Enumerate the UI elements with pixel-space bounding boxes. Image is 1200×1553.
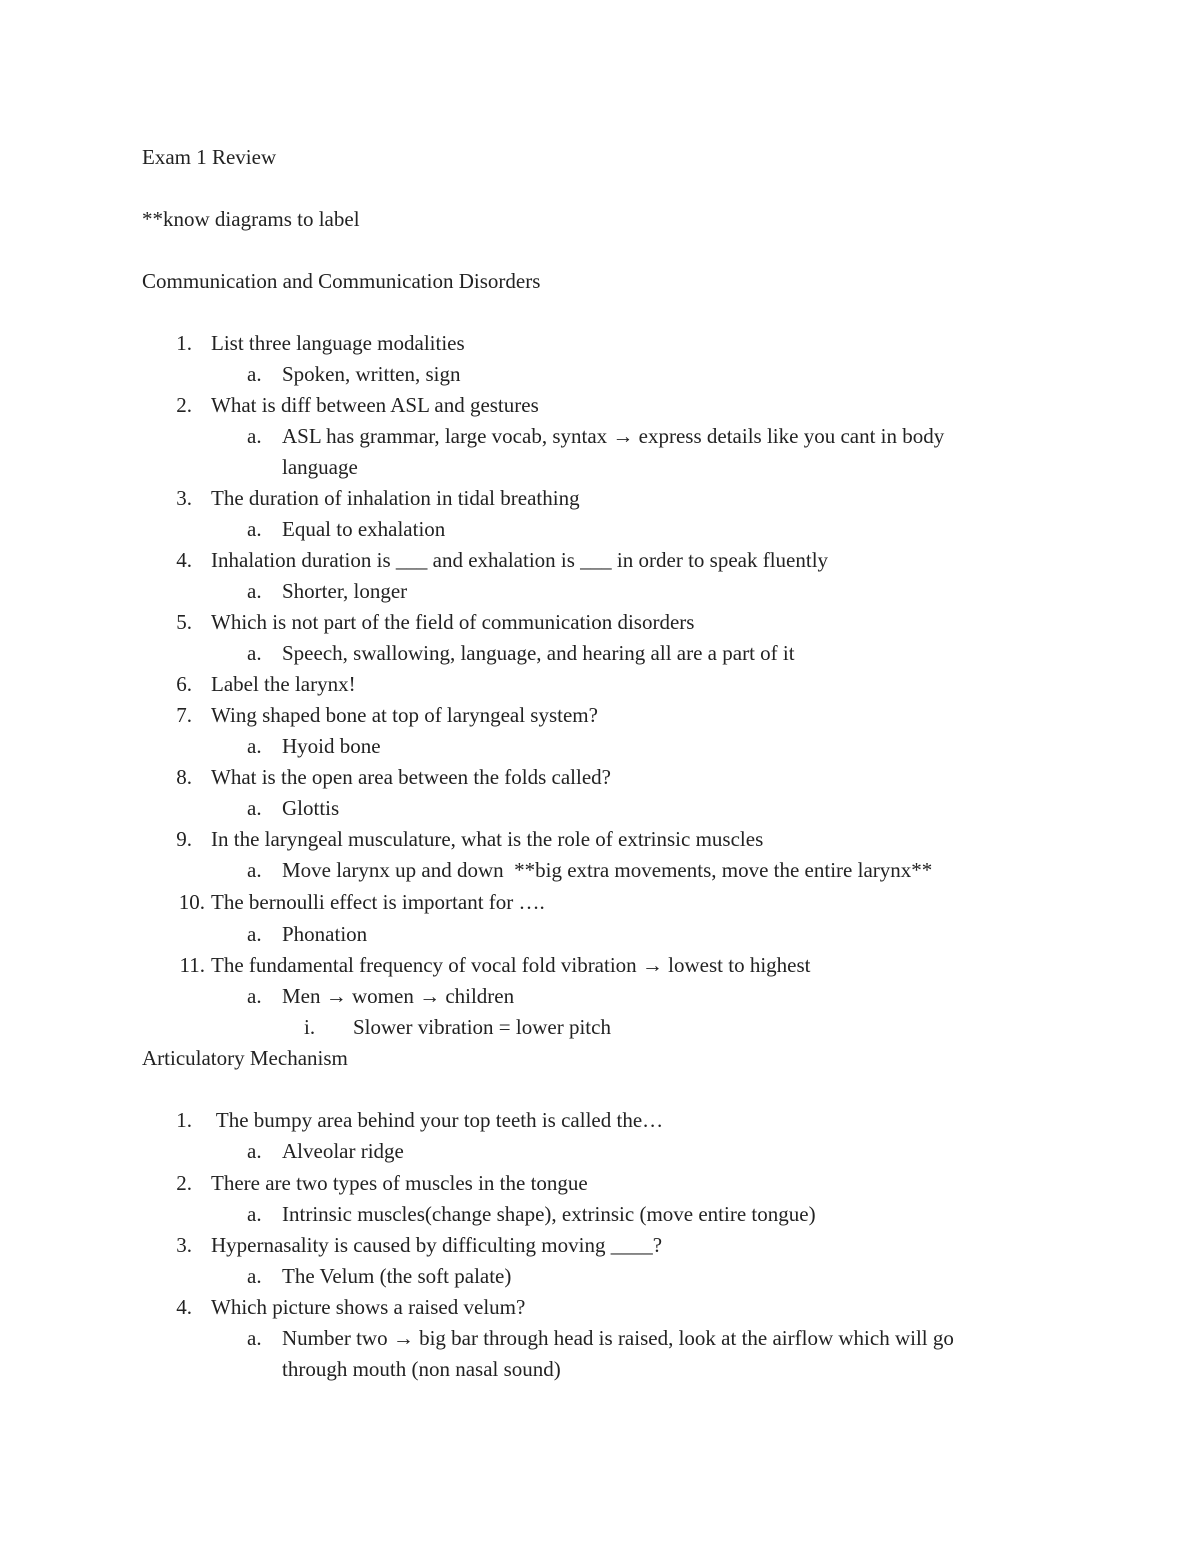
sub-item-answer: ASL has grammar, large vocab, syntax → express details like you cant in body: [282, 424, 945, 448]
list-item-question: The bumpy area behind your top teeth is called the…: [211, 1108, 664, 1132]
sub-item-marker: a.: [247, 1139, 262, 1163]
sub-item-answer: Equal to exhalation: [282, 517, 446, 541]
document-note: **know diagrams to label: [142, 207, 360, 231]
sub-item-answer: Alveolar ridge: [282, 1139, 404, 1163]
sub-item-answer: Intrinsic muscles(change shape), extrinsic (move entire tongue): [282, 1202, 816, 1226]
list-item-number: 3.: [176, 1233, 192, 1257]
list-item-number: 1.: [176, 331, 192, 355]
sub-item-answer: The Velum (the soft palate): [282, 1264, 512, 1288]
sub-item-marker: a.: [247, 858, 262, 882]
sub-item-marker: a.: [247, 922, 262, 946]
sub-item-marker: a.: [247, 1326, 262, 1350]
list-item-question: The duration of inhalation in tidal breathing: [211, 486, 580, 510]
sub-item-answer: Number two → big bar through head is raised, look at the airflow which will go: [282, 1326, 954, 1350]
sub-item-answer-continuation: through mouth (non nasal sound): [282, 1357, 561, 1381]
sub-item-answer: Speech, swallowing, language, and hearing all are a part of it: [282, 641, 795, 665]
list-item-question: What is the open area between the folds called?: [211, 765, 611, 789]
list-item-question: Inhalation duration is ___ and exhalation is ___ in order to speak fluently: [211, 548, 829, 572]
list-item-number: 4.: [176, 548, 192, 572]
list-item-number: 3.: [176, 486, 192, 510]
document-title: Exam 1 Review: [142, 145, 277, 169]
list-item-question: Hypernasality is caused by difficulting moving ____?: [211, 1233, 663, 1257]
sub-item-marker: a.: [247, 424, 262, 448]
list-item-question: In the laryngeal musculature, what is the role of extrinsic muscles: [211, 827, 764, 851]
sub-item-answer: Shorter, longer: [282, 579, 408, 603]
list-item-question: Which picture shows a raised velum?: [211, 1295, 526, 1319]
list-item-question: List three language modalities: [211, 331, 465, 355]
sub-item-marker: a.: [247, 579, 262, 603]
sub-item-marker: a.: [247, 1202, 262, 1226]
list-item-number: 8.: [176, 765, 192, 789]
sub-item-marker: a.: [247, 734, 262, 758]
list-item-question: The bernoulli effect is important for ….: [211, 890, 545, 914]
list-item-number: 2.: [176, 393, 192, 417]
list-item-number: 4.: [176, 1295, 192, 1319]
sub-item-marker: a.: [247, 641, 262, 665]
list-item-number: 7.: [176, 703, 192, 727]
sub-item-answer: Phonation: [282, 922, 368, 946]
sub-item-answer: Glottis: [282, 796, 340, 820]
list-item-question: What is diff between ASL and gestures: [211, 393, 539, 417]
sub-item-marker: a.: [247, 1264, 262, 1288]
sub-item-answer-continuation: language: [282, 455, 358, 479]
section-heading-articulatory: Articulatory Mechanism: [142, 1046, 348, 1070]
sub-item-answer: Hyoid bone: [282, 734, 381, 758]
sub-item-marker: a.: [247, 362, 262, 386]
list-item-number: 11.: [179, 953, 205, 977]
list-item-question: Which is not part of the field of communication disorders: [211, 610, 695, 634]
list-item-number: 5.: [176, 610, 192, 634]
sub-item-answer: Move larynx up and down **big extra movements, move the entire larynx**: [282, 858, 933, 882]
section-heading-communication: Communication and Communication Disorders: [142, 269, 541, 293]
sub-item-answer: Spoken, written, sign: [282, 362, 461, 386]
list-item-number: 2.: [176, 1171, 192, 1195]
sub-item-marker: a.: [247, 796, 262, 820]
list-item-number: 9.: [176, 827, 192, 851]
subsub-item-answer: Slower vibration = lower pitch: [353, 1015, 611, 1039]
sub-item-answer: Men → women → children: [282, 984, 515, 1008]
list-item-question: There are two types of muscles in the tongue: [211, 1171, 588, 1195]
list-item-question: Label the larynx!: [211, 672, 356, 696]
list-item-question: Wing shaped bone at top of laryngeal system?: [211, 703, 598, 727]
list-item-number: 1.: [176, 1108, 192, 1132]
list-item-number: 10.: [178, 890, 205, 914]
sub-item-marker: a.: [247, 984, 262, 1008]
sub-item-marker: a.: [247, 517, 262, 541]
list-item-number: 6.: [176, 672, 192, 696]
list-item-question: The fundamental frequency of vocal fold vibration → lowest to highest: [211, 953, 811, 977]
subsub-item-marker: i.: [304, 1015, 316, 1039]
